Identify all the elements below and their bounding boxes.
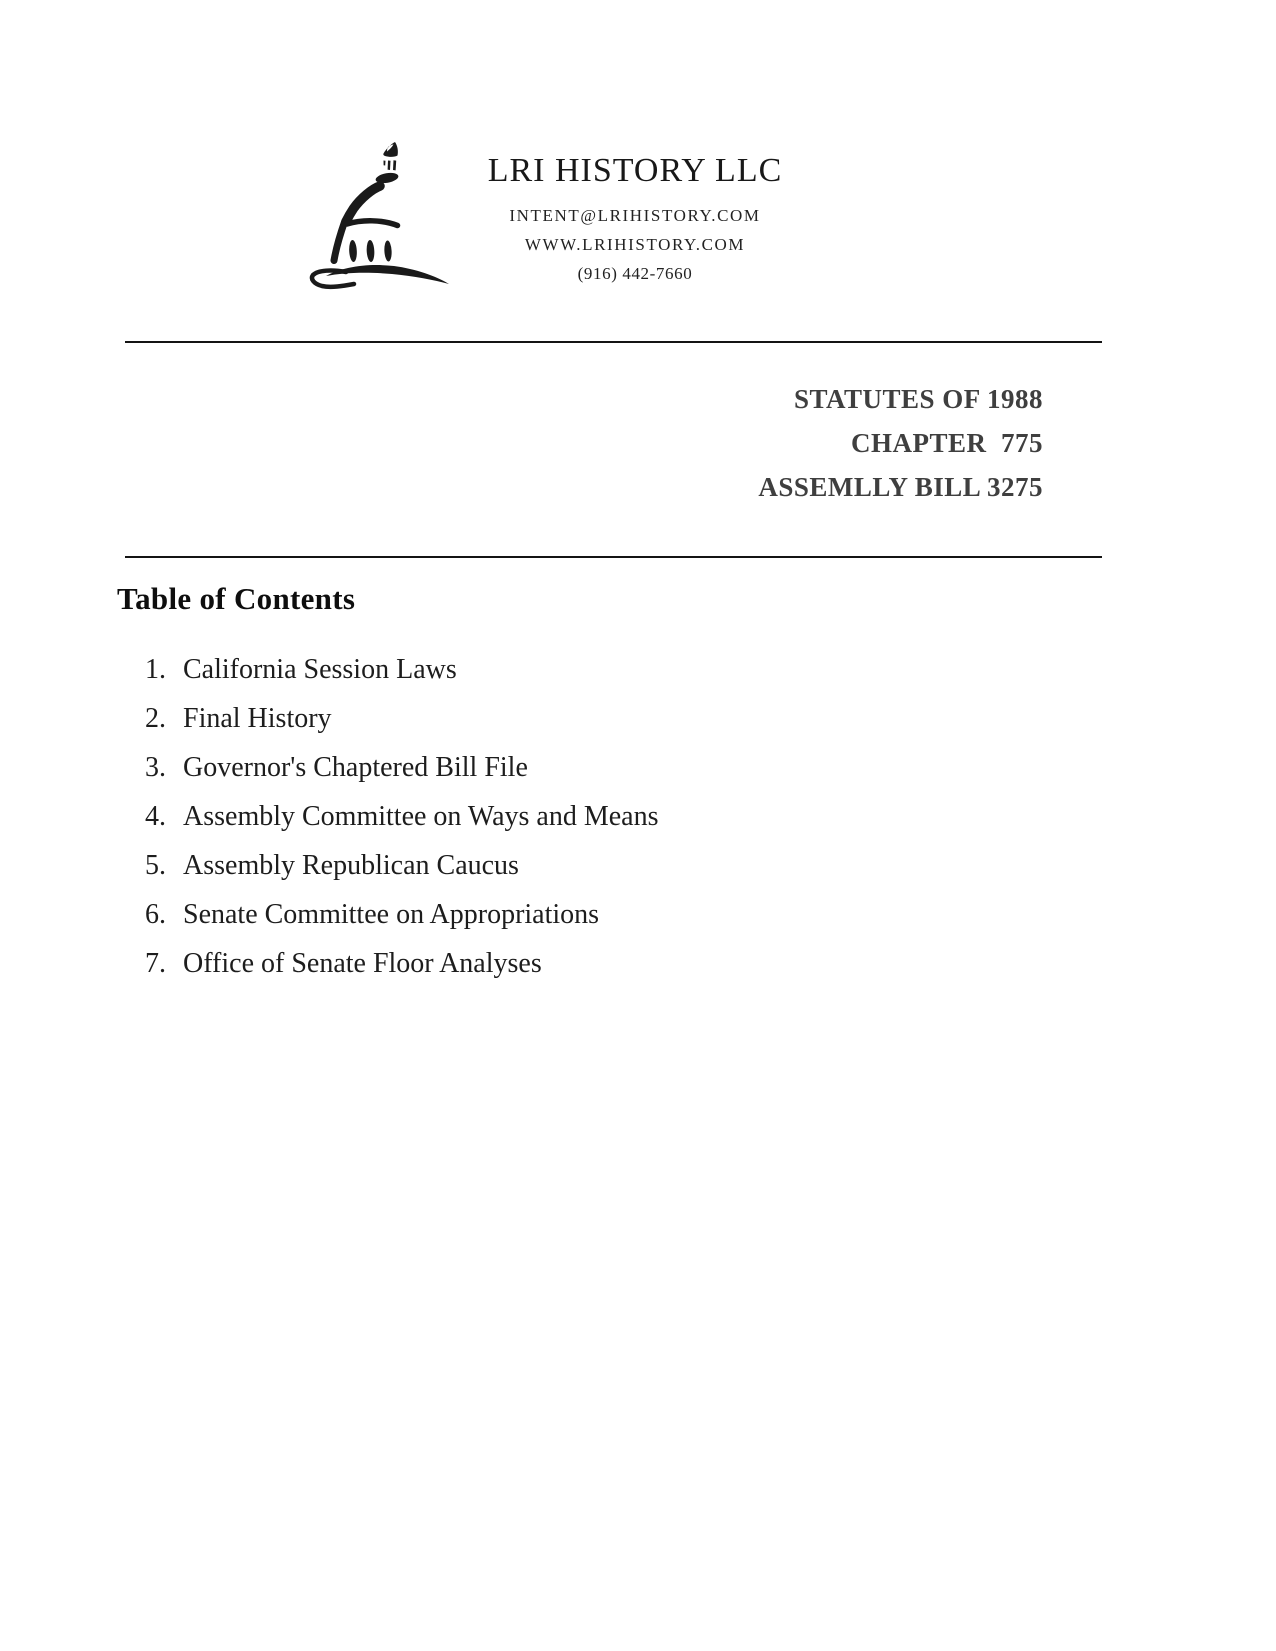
toc-item-number: 3. <box>145 752 166 783</box>
toc-item <box>145 900 659 929</box>
company-name: LRI HISTORY LLC <box>487 152 783 189</box>
company-email: INTENT@LRIHISTORY.COM <box>509 206 761 225</box>
toc-item-number: 4. <box>145 801 166 832</box>
toc-item <box>145 704 659 733</box>
toc-item-number: 6. <box>145 899 166 930</box>
toc-item-label: Senate Committee on Appropriations <box>183 899 600 930</box>
toc-item <box>145 753 659 782</box>
toc-item-label: Office of Senate Floor Analyses <box>183 948 542 979</box>
bill-line: ASSEMLLY BILL 3275 <box>758 472 1043 502</box>
letterhead <box>435 153 835 288</box>
toc-item <box>145 655 659 684</box>
toc-item-label: California Session Laws <box>183 654 457 685</box>
toc-item <box>145 802 659 831</box>
statute-year-line: STATUTES OF 1988 <box>793 384 1043 414</box>
toc-item <box>145 851 659 880</box>
company-phone: (916) 442-7660 <box>577 264 693 283</box>
toc-item-number: 1. <box>145 654 166 685</box>
toc-item-label: Assembly Republican Caucus <box>183 850 519 881</box>
chapter-line: CHAPTER 775 <box>850 428 1043 458</box>
toc-item-label: Final History <box>183 703 332 734</box>
toc-item-number: 5. <box>145 850 166 881</box>
toc-item-number: 7. <box>145 948 166 979</box>
toc-item-label: Governor's Chaptered Bill File <box>183 752 528 783</box>
divider-bottom <box>125 556 1102 558</box>
toc-item-label: Assembly Committee on Ways and Means <box>183 801 659 832</box>
toc-item <box>145 949 659 978</box>
divider-top <box>125 341 1102 343</box>
statute-title-block <box>643 377 1043 509</box>
toc-list <box>145 655 659 998</box>
company-website: WWW.LRIHISTORY.COM <box>524 235 746 254</box>
capitol-dome-logo-icon <box>300 133 450 293</box>
toc-heading: Table of Contents <box>117 581 356 616</box>
toc-item-number: 2. <box>145 703 166 734</box>
